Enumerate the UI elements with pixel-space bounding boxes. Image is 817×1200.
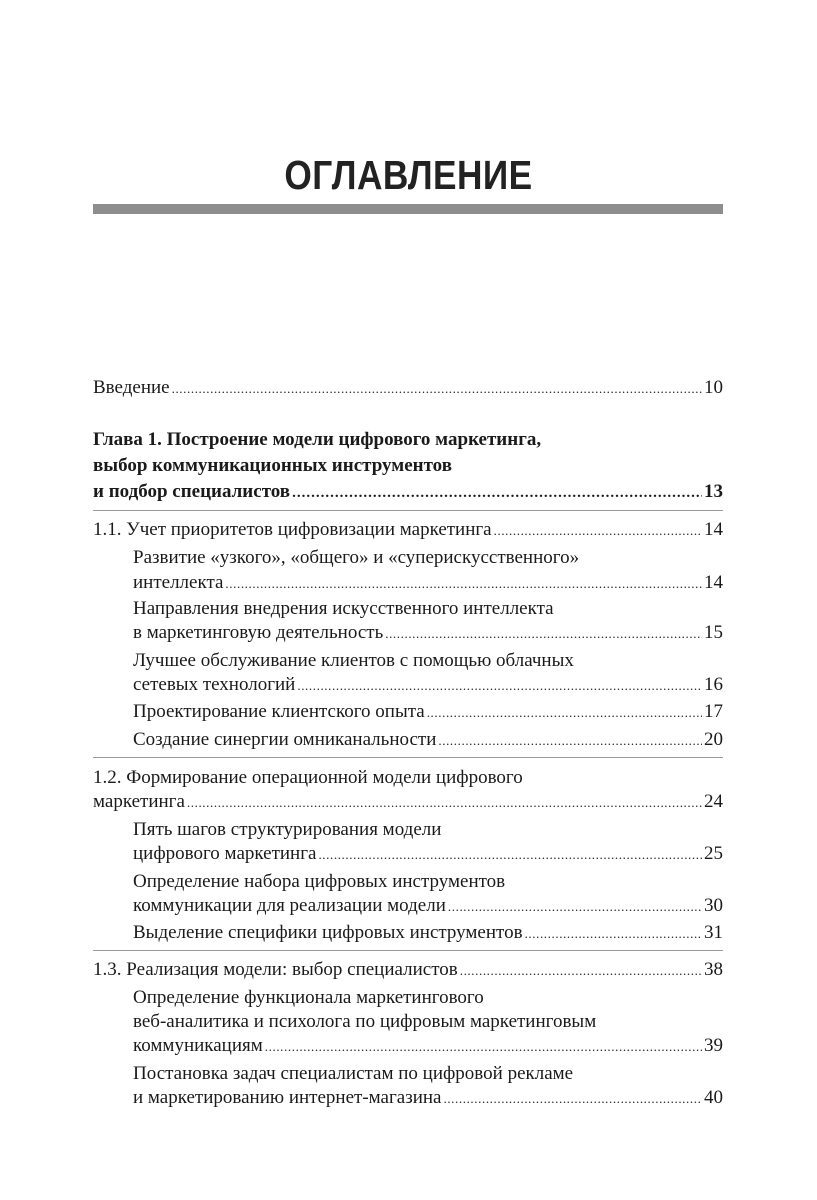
toc-subentry-1-2-b[interactable] xyxy=(133,894,723,919)
toc-page-number: 13 xyxy=(704,481,723,502)
leader-dots xyxy=(460,959,702,983)
toc-subentry-line[interactable]: Лучшее обслуживание клиентов с помощью облачных xyxy=(133,650,574,671)
toc-subentry-line[interactable]: Направления внедрения искусственного интеллекта xyxy=(133,598,554,619)
toc-entry-text: 1.3. Реализация модели: выбор специалистов xyxy=(93,959,458,980)
leader-dots xyxy=(187,791,702,815)
toc-subentry-line[interactable]: Пять шагов структурирования модели xyxy=(133,819,442,840)
toc-subentry-1-2-c[interactable] xyxy=(133,921,723,946)
toc-subentry-line[interactable]: веб-аналитика и психолога по цифровым маркетинговым xyxy=(133,1011,597,1032)
toc-subentry-1-1-d[interactable] xyxy=(133,700,723,725)
toc-entry-1-3[interactable] xyxy=(93,958,723,983)
leader-dots xyxy=(297,674,702,698)
toc-page-number: 15 xyxy=(704,622,723,643)
toc-entry-1-1[interactable] xyxy=(93,518,723,543)
toc-subentry-line[interactable]: Определение функционала маркетингового xyxy=(133,987,484,1008)
toc-entry-text: и маркетированию интернет-магазина xyxy=(133,1087,442,1108)
toc-entry-text: Выделение специфики цифровых инструментов xyxy=(133,922,523,943)
section-divider xyxy=(93,510,723,511)
toc-entry-chapter1[interactable] xyxy=(93,480,723,505)
toc-subentry-1-1-e[interactable] xyxy=(133,728,723,753)
chapter1-title-line2[interactable]: выбор коммуникационных инструментов xyxy=(93,455,452,476)
toc-subentry-line[interactable]: Определение набора цифровых инструментов xyxy=(133,871,506,892)
toc-page-number: 39 xyxy=(704,1035,723,1056)
toc-entry-text: коммуникациям xyxy=(133,1035,263,1056)
leader-dots xyxy=(172,377,702,401)
leader-dots xyxy=(385,622,702,646)
toc-entry-text: сетевых технологий xyxy=(133,674,296,695)
toc-entry-text: цифрового маркетинга xyxy=(133,843,317,864)
toc-entry-line[interactable]: 1.2. Формирование операционной модели цифрового xyxy=(93,767,523,788)
leader-dots xyxy=(438,729,702,753)
leader-dots xyxy=(225,572,702,596)
leader-dots xyxy=(448,895,702,919)
toc-entry-text: маркетинга xyxy=(93,791,185,812)
toc-entry-text: Проектирование клиентского опыта xyxy=(133,701,425,722)
toc-subentry-1-3-a[interactable] xyxy=(133,1034,723,1059)
toc-page-number: 40 xyxy=(704,1087,723,1108)
toc-page-number: 16 xyxy=(704,674,723,695)
toc-subentry-1-1-c[interactable] xyxy=(133,673,723,698)
toc-subentry-1-1-b[interactable] xyxy=(133,621,723,646)
toc-page-number: 14 xyxy=(704,519,723,540)
toc-page-number: 25 xyxy=(704,843,723,864)
toc-page-number: 10 xyxy=(704,377,723,398)
toc-entry-text: Введение xyxy=(93,377,170,398)
toc-page-number: 20 xyxy=(704,729,723,750)
leader-dots xyxy=(494,519,702,543)
leader-dots xyxy=(525,922,702,946)
toc-entry-text: 1.1. Учет приоритетов цифровизации маркетинга xyxy=(93,519,492,540)
leader-dots xyxy=(292,481,702,505)
toc-page-number: 31 xyxy=(704,922,723,943)
toc-entry-intro[interactable] xyxy=(93,376,723,401)
toc-entry-text: в маркетинговую деятельность xyxy=(133,622,384,643)
page-title: ОГЛАВЛЕНИЕ xyxy=(284,152,533,198)
leader-dots xyxy=(265,1035,702,1059)
toc-page-number: 38 xyxy=(704,959,723,980)
leader-dots xyxy=(443,1087,702,1111)
toc-entry-text: коммуникации для реализации модели xyxy=(133,895,446,916)
toc-subentry-line[interactable]: Постановка задач специалистам по цифровой рекламе xyxy=(133,1063,574,1084)
toc-subentry-line[interactable]: Развитие «узкого», «общего» и «суперискусственного» xyxy=(133,547,580,568)
toc-entry-text: Создание синергии омниканальности xyxy=(133,729,437,750)
toc-entry-1-2[interactable] xyxy=(93,790,723,815)
leader-dots xyxy=(427,701,702,725)
toc-subentry-1-3-b[interactable] xyxy=(133,1086,723,1111)
toc-page-number: 14 xyxy=(704,572,723,593)
toc-subentry-1-1-a[interactable] xyxy=(133,571,723,596)
toc-page-number: 30 xyxy=(704,895,723,916)
leader-dots xyxy=(318,843,702,867)
section-divider xyxy=(93,757,723,758)
toc-page-number: 24 xyxy=(704,791,723,812)
toc-entry-text: интеллекта xyxy=(133,572,224,593)
toc-subentry-1-2-a[interactable] xyxy=(133,842,723,867)
title-rule xyxy=(93,204,723,214)
section-divider xyxy=(93,950,723,951)
toc-page-number: 17 xyxy=(704,701,723,722)
chapter1-title-line1[interactable]: Глава 1. Построение модели цифрового маркетинга, xyxy=(93,429,542,450)
toc-entry-text: и подбор специалистов xyxy=(93,481,291,502)
